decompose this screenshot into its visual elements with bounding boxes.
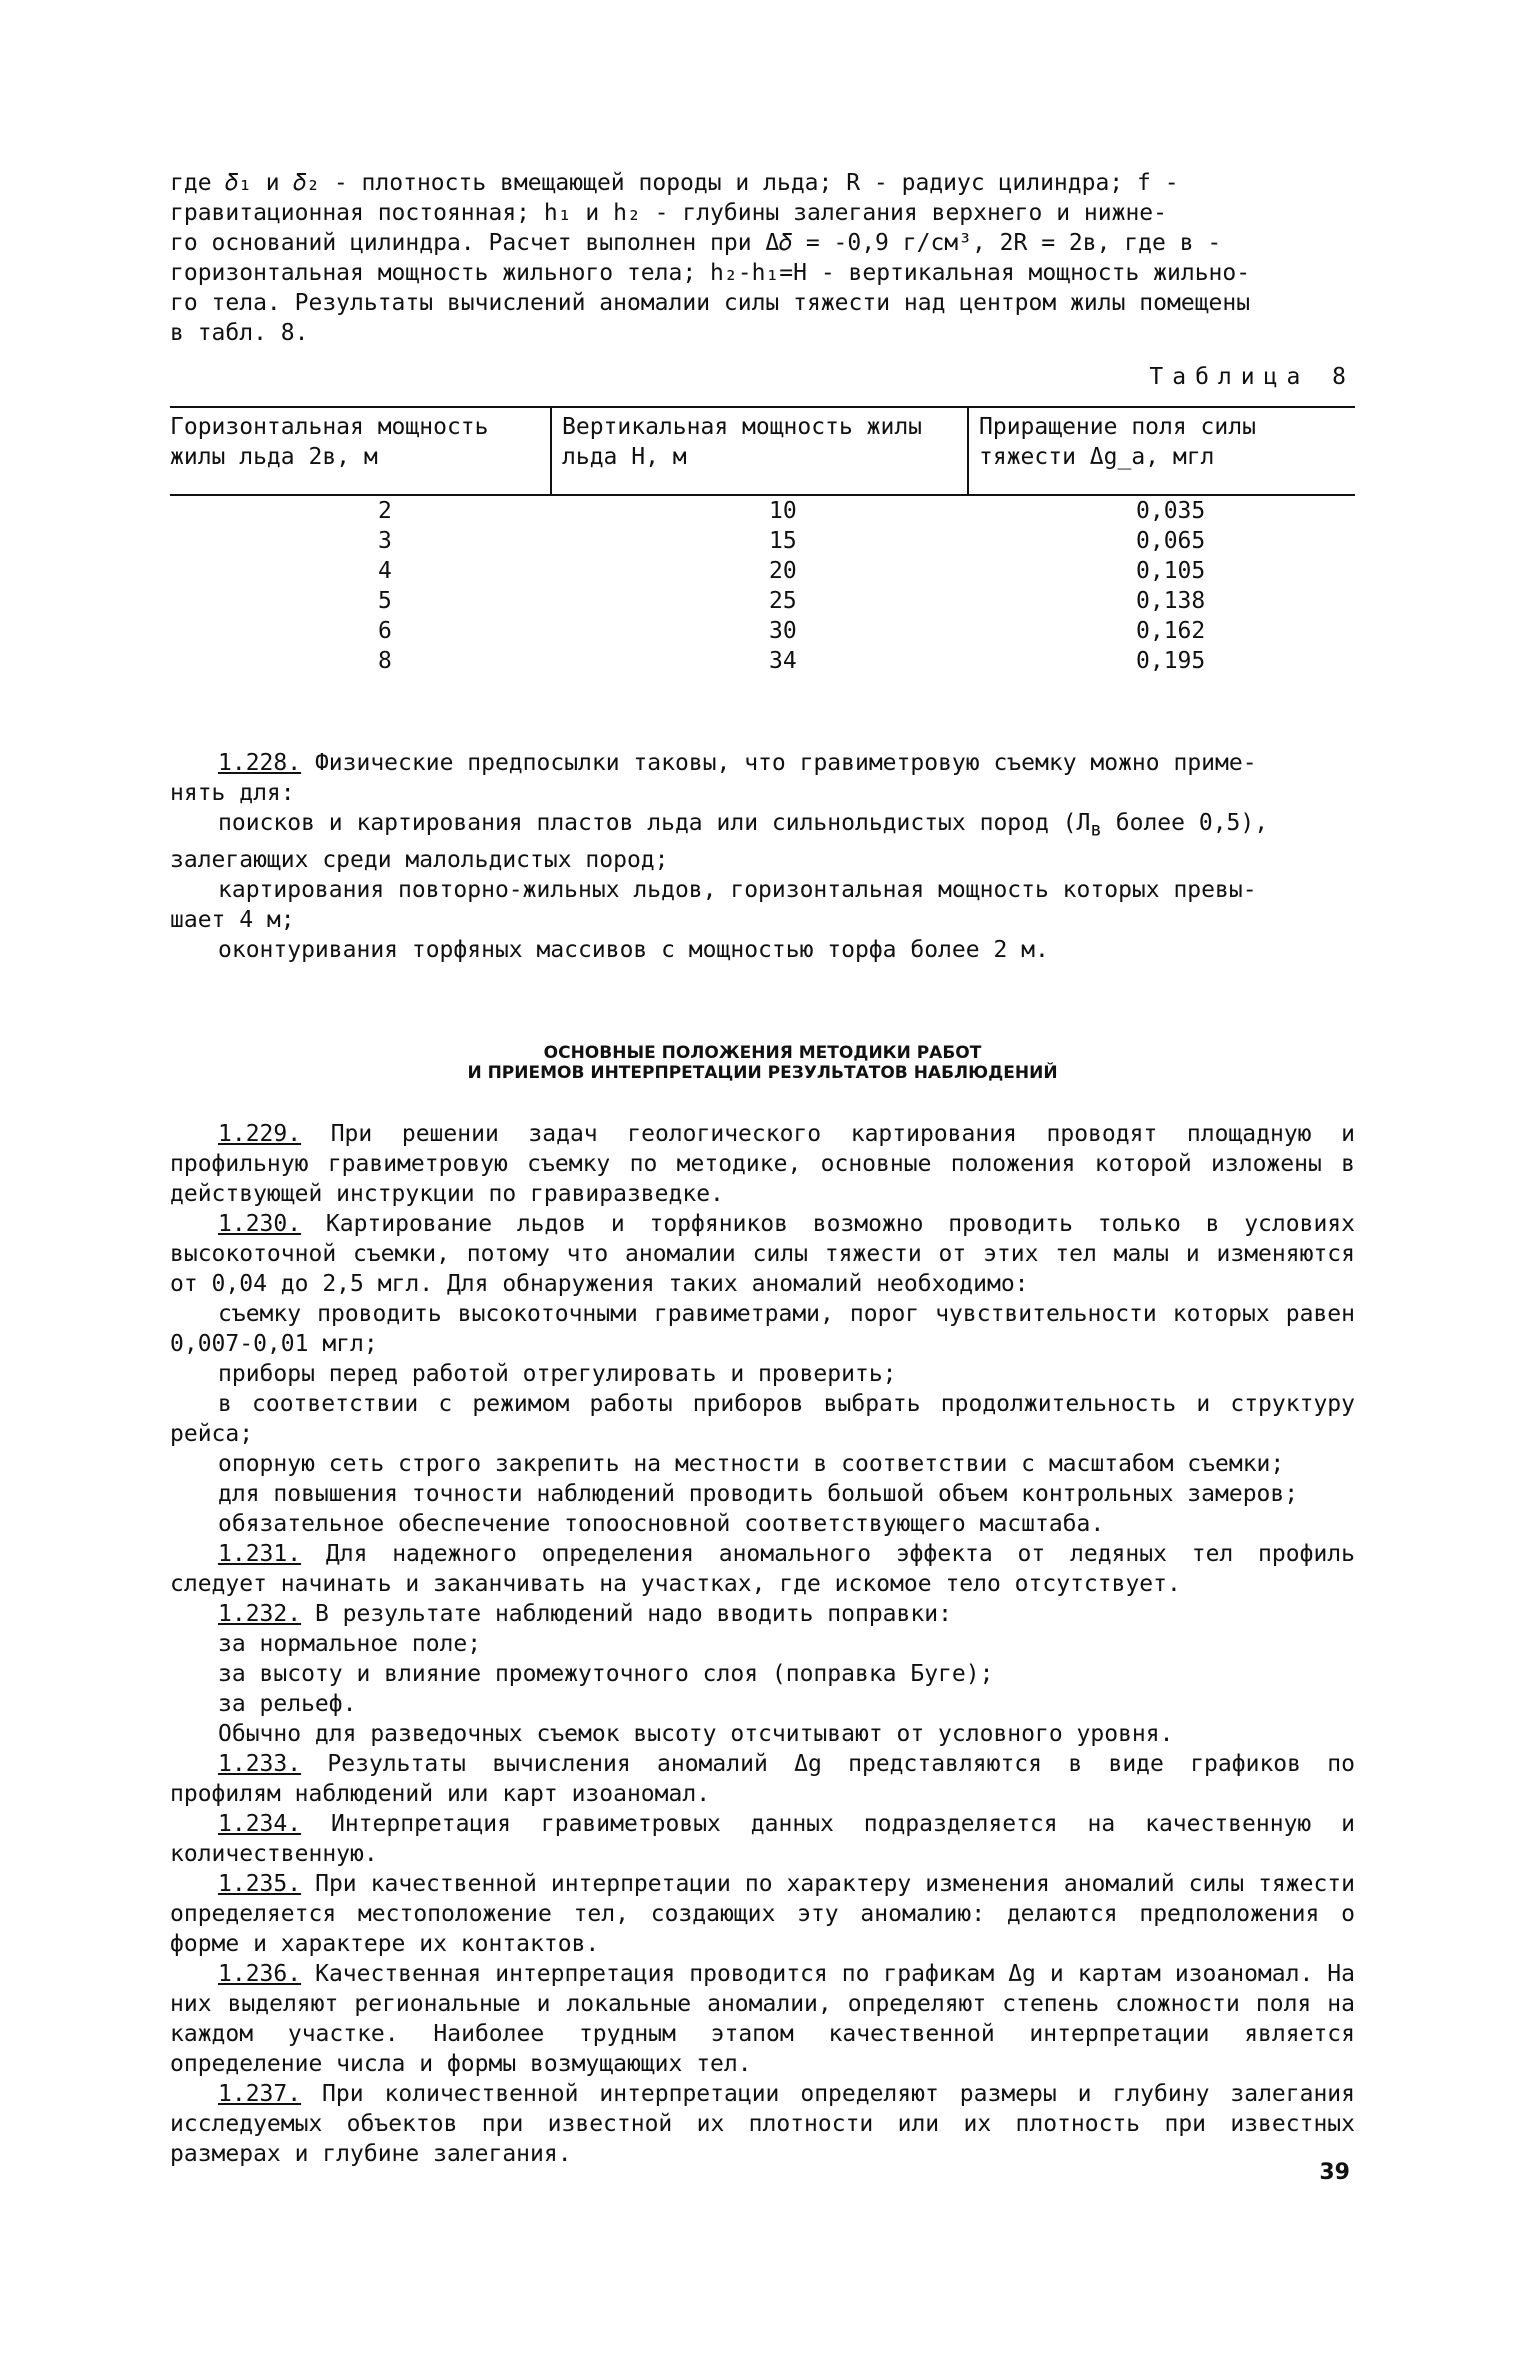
page-number: 39 — [1319, 2160, 1350, 2185]
paragraph-1-231 — [170, 1539, 1355, 1599]
list-item: поисков и картирования пластов льда или сильнольдистых пород (Л — [218, 810, 1091, 836]
table-cell: 5 — [378, 588, 392, 614]
table-row — [170, 495, 1355, 526]
paragraph-text: Картирование льдов и торфяников возможно проводить только в условиях высокоточной съемки, потому что аномалии силы тяжести от этих тел малы и изменяются от 0,04 до 2,5 мгл. Для обнаружения таких аномалий необходимо: — [170, 1210, 1355, 1297]
list-item: для повышения точности наблюдений проводить большой объем контрольных замеров; — [218, 1480, 1299, 1507]
intro-line: го тела. Результаты вычислений аномалии силы тяжести над центром жилы помещены — [170, 290, 1251, 316]
list-item: оконтуривания торфяных массивов с мощностью торфа более 2 м. — [218, 936, 1049, 963]
paragraph-1-236 — [170, 1959, 1355, 2079]
table-cell: 0,195 — [1136, 648, 1206, 674]
paragraph-1-229 — [170, 1119, 1355, 1209]
paragraph-text: Для надежного определения аномального эффекта от ледяных тел профиль следует начинать и заканчивать на участках, где искомое тело отсутствует. — [170, 1540, 1355, 1597]
list-item: опорную сеть строго закрепить на местности в соответствии с масштабом съемки; — [218, 1450, 1285, 1477]
table-cell: 4 — [378, 558, 392, 584]
paragraph-number: 1.232. — [218, 1600, 302, 1627]
paragraph-1-233 — [170, 1749, 1355, 1809]
list-item: картирования повторно-жильных льдов, горизонтальная мощность которых превы- — [218, 876, 1257, 903]
table-cell: 34 — [769, 648, 797, 674]
paragraph-number: 1.236. — [218, 1960, 302, 1987]
intro-line: гравитационная постоянная; h₁ и h₂ - глубины залегания верхнего и нижне- — [170, 200, 1167, 226]
paragraph-text: Результаты вычисления аномалий Δg представляются в виде графиков по профилям наблюдений или карт изоаномал. — [170, 1750, 1355, 1807]
list-item: за рельеф. — [218, 1690, 357, 1717]
table-cell: 10 — [769, 498, 797, 524]
intro-line: го оснований цилиндра. Расчет выполнен при Δ𝛿 = -0,9 г/см³, 2R = 2в, где в - — [170, 230, 1222, 256]
table-header-row — [170, 407, 1355, 495]
paragraph-text: Обычно для разведочных съемок высоту отсчитывают от условного уровня. — [218, 1720, 1174, 1747]
table-row — [170, 556, 1355, 586]
paragraph-text: нять для: — [170, 780, 295, 806]
paragraph-number: 1.233. — [218, 1750, 302, 1777]
page-body — [170, 168, 1355, 2169]
list-item: за высоту и влияние промежуточного слоя (поправка Буге); — [218, 1660, 994, 1687]
list-item: залегающих среди малольдистых пород; — [170, 846, 669, 873]
table-cell: 8 — [378, 648, 392, 674]
section-heading-line: И ПРИЕМОВ ИНТЕРПРЕТАЦИИ РЕЗУЛЬТАТОВ НАБЛЮДЕНИЙ — [467, 1062, 1058, 1083]
paragraph-number: 1.237. — [218, 2080, 302, 2107]
table-cell: 6 — [378, 618, 392, 644]
table-caption: Таблица 8 — [1149, 364, 1355, 390]
section-heading — [170, 1043, 1355, 1083]
intro-line: горизонтальная мощность жильного тела; h₂-h₁=H - вертикальная мощность жильно- — [170, 260, 1251, 286]
table-cell: 3 — [378, 528, 392, 554]
list-item: съемку проводить высокоточными гравиметрами, порог чувствительности которых равен 0,007-0,01 мгл; — [170, 1300, 1355, 1357]
table-cell: 0,138 — [1136, 588, 1206, 614]
list-item: приборы перед работой отрегулировать и проверить; — [218, 1360, 897, 1387]
list-item: более 0,5), — [1101, 810, 1269, 836]
table-row — [170, 646, 1355, 676]
intro-line: где 𝛿₁ и 𝛿₂ - плотность вмещающей породы и льда; R - радиус цилиндра; f - — [170, 170, 1179, 196]
list-item: в соответствии с режимом работы приборов выбрать продолжительность и структуру рейса; — [170, 1390, 1355, 1447]
paragraph-text: В результате наблюдений надо вводить поправки: — [301, 1600, 952, 1627]
list-item: шает 4 м; — [170, 906, 295, 933]
table-cell: 2 — [378, 498, 392, 524]
paragraph-number: 1.231. — [218, 1540, 302, 1567]
list-item: обязательное обеспечение топоосновной соответствующего масштаба. — [218, 1510, 1105, 1537]
list-item: за нормальное поле; — [218, 1630, 482, 1657]
paragraph-number: 1.234. — [218, 1810, 302, 1837]
paragraph-1-234 — [170, 1809, 1355, 1869]
table-cell: 20 — [769, 558, 797, 584]
paragraph-number: 1.235. — [218, 1870, 302, 1897]
paragraph-text: Качественная интерпретация проводится по графикам Δg и картам изоаномал. На них выделяют региональные и локальные аномалии, определяют степень сложности поля на каждом участке. Наиболее трудным этапом качественной интерпретации является определение числа и формы возмущающих тел. — [170, 1960, 1355, 2077]
intro-line: в табл. 8. — [170, 320, 309, 346]
paragraph-text: При качественной интерпретации по характеру изменения аномалий силы тяжести определяется местоположение тел, создающих эту аномалию: делаются предположения о форме и характере их контактов. — [170, 1870, 1355, 1957]
table-cell: 25 — [769, 588, 797, 614]
table-row — [170, 586, 1355, 616]
intro-paragraph — [170, 168, 1355, 348]
table-row — [170, 526, 1355, 556]
column-header: Горизонтальная мощность жилы льда 2в, м — [170, 407, 551, 495]
paragraph-number: 1.230. — [218, 1210, 302, 1237]
paragraph-1-232 — [170, 1599, 1355, 1629]
table-cell: 0,035 — [1136, 498, 1206, 524]
column-header: Приращение поля силы тяжести Δg_a, мгл — [968, 407, 1355, 495]
paragraph-text: При количественной интерпретации определяют размеры и глубину залегания исследуемых объектов при известной их плотности или их плотность при известных размерах и глубине залегания. — [170, 2080, 1355, 2167]
table-row — [170, 616, 1355, 646]
table-cell: 0,105 — [1136, 558, 1206, 584]
section-heading-line: ОСНОВНЫЕ ПОЛОЖЕНИЯ МЕТОДИКИ РАБОТ — [543, 1042, 982, 1063]
column-header: Вертикальная мощность жилы льда Н, м — [551, 407, 968, 495]
table-8 — [170, 406, 1355, 676]
paragraph-1-235 — [170, 1869, 1355, 1959]
paragraph-number: 1.229. — [218, 1120, 302, 1147]
paragraph-text: При решении задач геологического картирования проводят площадную и профильную гравиметровую съемку по методике, основные положения которой изложены в действующей инструкции по гравиразведке. — [170, 1120, 1355, 1207]
paragraph-1-228 — [170, 748, 1355, 965]
paragraph-text: Интерпретация гравиметровых данных подразделяется на качественную и количественную. — [170, 1810, 1355, 1867]
table-cell: 30 — [769, 618, 797, 644]
paragraph-1-237 — [170, 2079, 1355, 2169]
paragraph-1-230 — [170, 1209, 1355, 1299]
subscript: в — [1090, 817, 1102, 841]
paragraph-number: 1.228. — [218, 750, 302, 776]
table-cell: 0,065 — [1136, 528, 1206, 554]
table-cell: 0,162 — [1136, 618, 1206, 644]
table-cell: 15 — [769, 528, 797, 554]
paragraph-text: Физические предпосылки таковы, что гравиметровую съемку можно приме- — [301, 750, 1257, 776]
